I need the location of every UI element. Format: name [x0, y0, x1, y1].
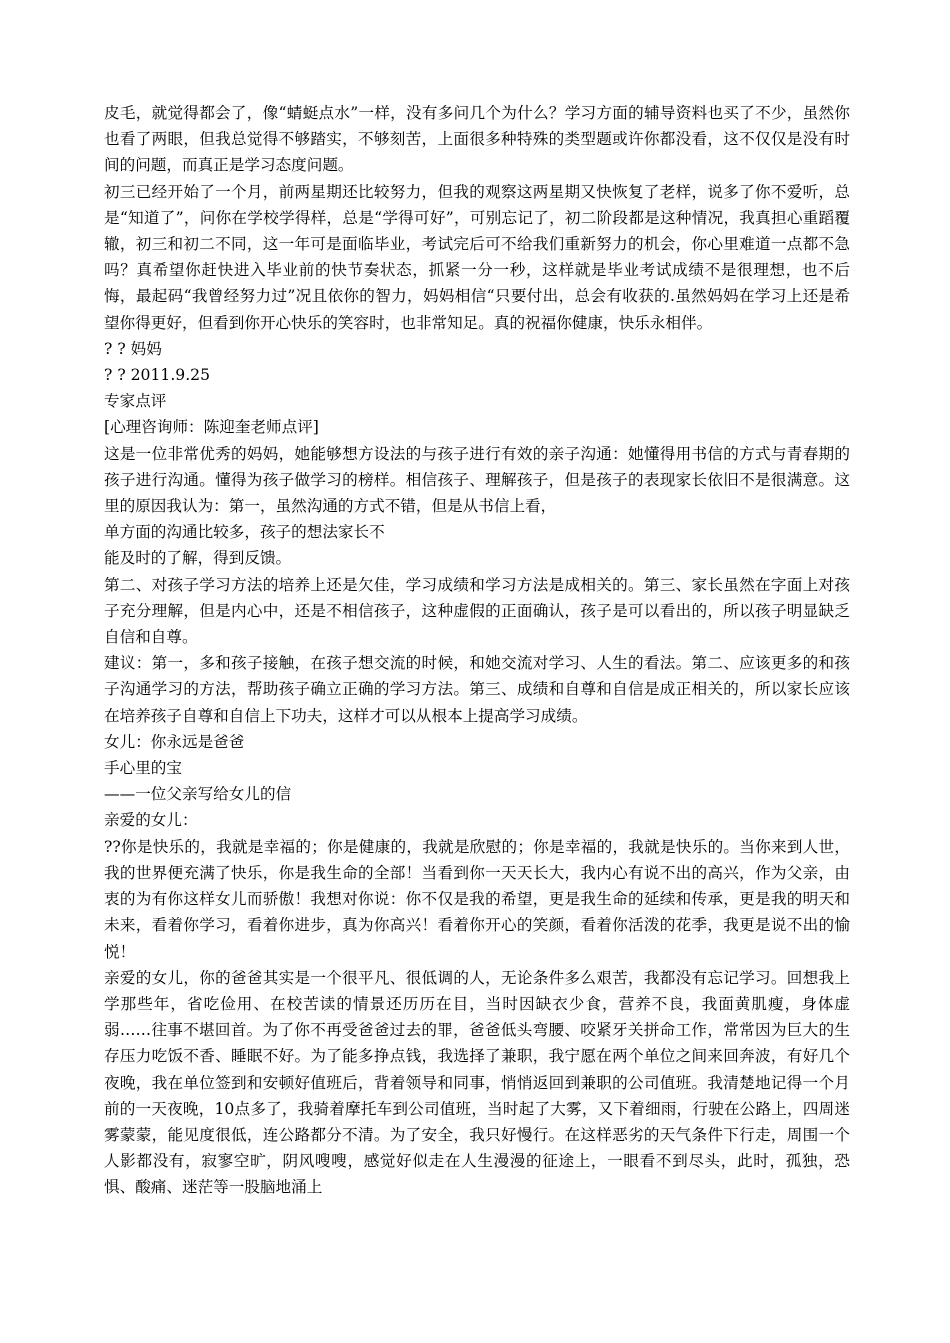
- letter-date: ? ? 2011.9.25: [104, 366, 210, 385]
- paragraph-study-attitude: 皮毛，就觉得都会了，像“蜻蜓点水”一样，没有多问几个为什么？学习方面的辅导资料也买了不少，虽然你也看了两眼，但我总觉得不够踏实，不够刻苦，上面很多种特殊的类型题或许你都没看，这不仅仅是没有时间的问题，而真正是学习态度问题。: [104, 104, 850, 175]
- signature-mother: ? ? 妈妈: [104, 339, 162, 358]
- paragraph-review-second: 第二、对孩子学习方法的培养上还是欠佳，学习成绩和学习方法是成相关的。第三、家长虽然在字面上对孩子充分理解，但是内心中，还是不相信孩子，这种虚假的正面确认，孩子是可以看出的，所以孩子明显缺乏自信和自尊。: [104, 575, 850, 647]
- reviewer-credit: [心理咨询师：陈迎奎老师点评]: [104, 418, 319, 437]
- letter-salutation: 亲爱的女儿：: [104, 811, 198, 830]
- section-heading-expert-review: 专家点评: [104, 392, 167, 411]
- letter-subtitle: ——一位父亲写给女儿的信: [104, 785, 292, 804]
- paragraph-father-story: 亲爱的女儿，你的爸爸其实是一个很平凡、很低调的人，无论条件多么艰苦，我都没有忘记学习。回想我上学那些年，省吃俭用、在校苦读的情景还历历在目，当时因缺衣少食，营养不良，我面黄肌瘦，身体虚弱……往事不堪回首。为了你不再受爸爸过去的罪，爸爸低头弯腰、咬紧牙关拼命工作，常常因为巨大的生存压力吃饭不香、睡眠不好。为了能多挣点钱，我选择了兼职，我宁愿在两个单位之间来回奔波，有好几个夜晚，我在单位签到和安顿好值班后，背着领导和同事，悄悄返回到兼职的公司值班。我清楚地记得一个月前的一天夜晚，10点多了，我骑着摩托车到公司值班，当时起了大雾，又下着细雨，行驶在公路上，四周迷雾蒙蒙，能见度很低，连公路都分不清。为了安全，我只好慢行。在这样恶劣的天气条件下行走，周围一个人影都没有，寂寥空旷，阴风嗖嗖，感觉好似走在人生漫漫的征途上，一眼看不到尽头，此时，孤独，恐惧、酸痛、迷茫等一股脑地涌上: [104, 968, 850, 1197]
- letter-title-line-2: 手心里的宝: [104, 759, 182, 778]
- paragraph-grade-three: 初三已经开始了一个月，前两星期还比较努力，但我的观察这两星期又快恢复了老样，说多了你不爱听，总是“知道了”，问你在学校学得样，总是“学得可好”，可别忘记了，初二阶段都是这种情况，我真担心重蹈覆辙，初三和初二不同，这一年可是面临毕业，考试完后可不给我们重新努力的机会，你心里难道一点都不急吗？真希望你赶快进入毕业前的快节奏状态，抓紧一分一秒，这样就是毕业考试成绩不是很理想，也不后悔，最起码“我曾经努力过”况且依你的智力，妈妈相信“只要付出，总会有收获的.虽然妈妈在学习上还是希望你得更好，但看到你开心快乐的笑容时，也非常知足。真的祝福你健康，快乐永相伴。: [104, 182, 850, 332]
- paragraph-review-line-b: 能及时的了解，得到反馈。: [104, 549, 292, 568]
- paragraph-father-joy: ??你是快乐的，我就是幸福的；你是健康的，我就是欣慰的；你是幸福的，我就是快乐的。当你来到人世，我的世界便充满了快乐，你是我生命的全部！当看到你一天天长大，我内心有说不出的高兴，作为父亲，由衷的为有你这样女儿而骄傲！我想对你说：你不仅是我的希望，更是我生命的延续和传承，更是我的明天和未来，看着你学习，看着你进步，真为你高兴！看着你开心的笑颜，看着你活泼的花季，我更是说不出的愉悦！: [104, 837, 850, 961]
- letter-title-line-1: 女儿：你永远是爸爸: [104, 732, 245, 751]
- document-body: [104, 100, 850, 1201]
- paragraph-review-line-a: 单方面的沟通比较多，孩子的想法家长不: [104, 523, 385, 542]
- paragraph-suggestions: 建议：第一，多和孩子接触，在孩子想交流的时候，和她交流对学习、人生的看法。第二、应该更多的和孩子沟通学习的方法，帮助孩子确立正确的学习方法。第三、成绩和自尊和自信是成正相关的，所以家长应该在培养孩子自尊和自信上下功夫，这样才可以从根本上提高学习成绩。: [104, 654, 850, 725]
- paragraph-review-intro: 这是一位非常优秀的妈妈，她能够想方设法的与孩子进行有效的亲子沟通：她懂得用书信的方式与青春期的孩子进行沟通。懂得为孩子做学习的榜样。相信孩子、理解孩子，但是孩子的表现家长依旧不是很满意。这里的原因我认为：第一，虽然沟通的方式不错，但是从书信上看，: [104, 444, 850, 516]
